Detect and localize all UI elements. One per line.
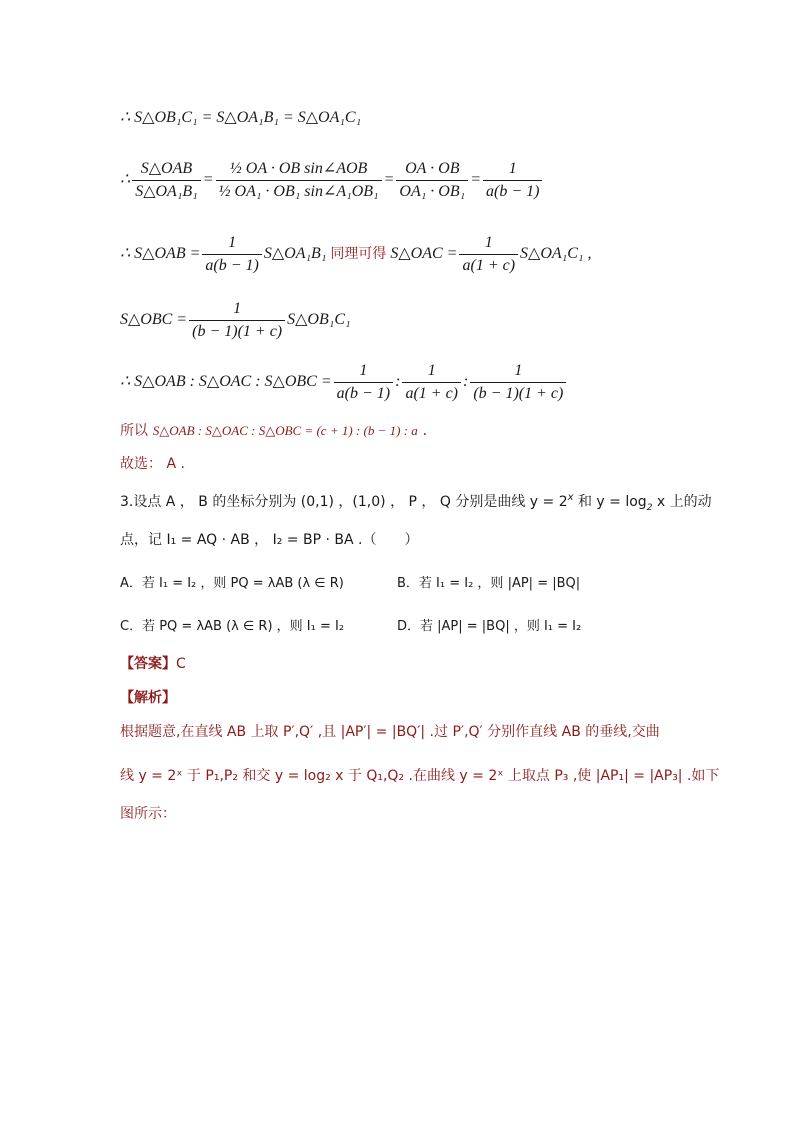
soac-fraction — [459, 232, 518, 277]
line-sobc — [120, 296, 351, 344]
ratio-r1-numerator: OA · OB — [396, 158, 468, 181]
analysis-label-line — [120, 688, 176, 708]
analysis-line-1 — [120, 722, 660, 742]
proportion-f2-denominator: a(1 + c) — [405, 384, 458, 402]
ratio-mid-denominator: ½ OA₁ · OB₁ sin∠A₁OB₁ — [218, 182, 379, 200]
option-b — [397, 574, 580, 594]
soab-denominator: a(b − 1) — [205, 256, 259, 274]
q3-exponent: x — [567, 492, 574, 503]
line-area-ratio — [120, 150, 544, 210]
option-a — [120, 574, 344, 594]
proportion-f1 — [334, 360, 393, 405]
option-a-text: A．若 I₁ = I₂ ，则 PQ = λAB (λ ∈ R) — [120, 576, 344, 591]
option-d — [397, 617, 581, 637]
ratio-lhs-numerator: S△OAB — [132, 158, 201, 181]
question-3-stem — [120, 488, 712, 518]
soab-numerator: 1 — [202, 232, 261, 255]
q3-part-e: x 上的动 — [652, 494, 712, 510]
similarly-text: 同理可得 — [330, 246, 387, 262]
soac-denominator: a(1 + c) — [462, 256, 516, 274]
proportion-f1-numerator: 1 — [334, 360, 393, 383]
proportion-f3 — [470, 360, 566, 405]
analysis-line-2 — [120, 766, 719, 786]
ratio-fraction-r2 — [483, 158, 542, 203]
q3-part-a: 3.设点 A ， B 的坐标分别为 (0,1) ，(1,0) ， P ， Q 分别是曲线 y = 2 — [120, 494, 568, 510]
line-area-proportion — [120, 358, 568, 406]
ratio-lhs-denominator: S△OA₁B₁ — [135, 182, 198, 200]
option-c-text: C．若 PQ = λAB (λ ∈ R) ，则 I₁ = I₂ — [120, 619, 345, 634]
soab-suffix: S△OA₁B₁ — [263, 245, 327, 262]
ratio-r1-denominator: OA₁ · OB₁ — [399, 182, 466, 200]
option-b-text: B．若 I₁ = I₂ ，则 |AP| = |BQ| — [397, 576, 581, 591]
conclusion-label: 所以 — [120, 423, 148, 439]
analysis-text-3: 图所示： — [120, 806, 176, 822]
conclusion-period: . — [422, 421, 428, 439]
analysis-label: 【解析】 — [120, 690, 176, 706]
q3-line2: 点，记 I₁ = AQ · AB ， I₂ = BP · BA .（ ） — [120, 532, 419, 548]
ratio-fraction-lhs — [132, 158, 201, 203]
proportion-prefix: ∴ S△OAB : S△OAC : S△OBC = — [120, 373, 332, 390]
ratio-mid-numerator: ½ OA · OB sin∠AOB — [216, 158, 382, 181]
therefore-sign: ∴ — [120, 171, 131, 188]
analysis-text-1: 根据题意,在直线 AB 上取 P′,Q′ ,且 |AP′| = |BQ′| .过 P′,Q′ 分别作直线 AB 的垂线,交曲 — [120, 724, 660, 740]
sobc-fraction — [189, 298, 285, 343]
sobc-numerator: 1 — [189, 298, 285, 321]
soac-suffix: S△OA₁C₁ , — [520, 245, 592, 262]
option-d-text: D．若 |AP| = |BQ| ，则 I₁ = I₂ — [397, 619, 582, 634]
soac-prefix: S△OAC = — [390, 245, 458, 262]
line-choice — [120, 454, 185, 474]
question-3-stem-line2 — [120, 530, 418, 550]
sobc-prefix: S△OBC = — [120, 311, 188, 328]
sobc-denominator: (b − 1)(1 + c) — [192, 322, 283, 340]
ratio-fraction-r1 — [396, 158, 468, 203]
conclusion-math: S△OAB : S△OAC : S△OBC = (c + 1) : (b − 1) : a — [152, 423, 418, 438]
line-soab — [120, 230, 591, 278]
line-area-equality — [120, 108, 361, 128]
answer-line — [120, 654, 186, 674]
ratio-r2-denominator: a(b − 1) — [485, 182, 540, 200]
answer-label: 【答案】 — [120, 656, 176, 672]
equals-sign: = — [383, 171, 395, 188]
ratio-colon: : — [463, 373, 469, 390]
q3-log-base: 2 — [646, 503, 653, 513]
equals-sign: = — [470, 171, 481, 188]
proportion-f3-denominator: (b − 1)(1 + c) — [473, 384, 564, 402]
proportion-f3-numerator: 1 — [470, 360, 566, 383]
ratio-fraction-mid — [216, 158, 382, 203]
ratio-colon: : — [395, 373, 401, 390]
line-conclusion — [120, 420, 427, 441]
proportion-f1-denominator: a(b − 1) — [336, 384, 391, 402]
equals-sign: = — [202, 171, 214, 188]
soab-prefix: ∴ S△OAB = — [120, 245, 201, 262]
analysis-text-2: 线 y = 2ˣ 于 P₁,P₂ 和交 y = log₂ x 于 Q₁,Q₂ .在曲线 y = 2ˣ 上取点 P₃ ,使 |AP₁| = |AP₃| .如下 — [120, 768, 720, 784]
answer-value: C — [176, 656, 186, 672]
area-equality-text: ∴ S△OB₁C₁ = S△OA₁B₁ = S△OA₁C₁ — [120, 109, 362, 126]
soac-numerator: 1 — [459, 232, 518, 255]
sobc-suffix: S△OB₁C₁ — [287, 311, 351, 328]
q3-part-c: 和 y = log — [573, 494, 647, 510]
proportion-f2-numerator: 1 — [402, 360, 461, 383]
soab-fraction — [202, 232, 261, 277]
analysis-line-3 — [120, 804, 176, 824]
ratio-r2-numerator: 1 — [483, 158, 542, 181]
proportion-f2 — [402, 360, 461, 405]
choice-text: 故选： A . — [120, 456, 185, 472]
option-c — [120, 617, 344, 637]
